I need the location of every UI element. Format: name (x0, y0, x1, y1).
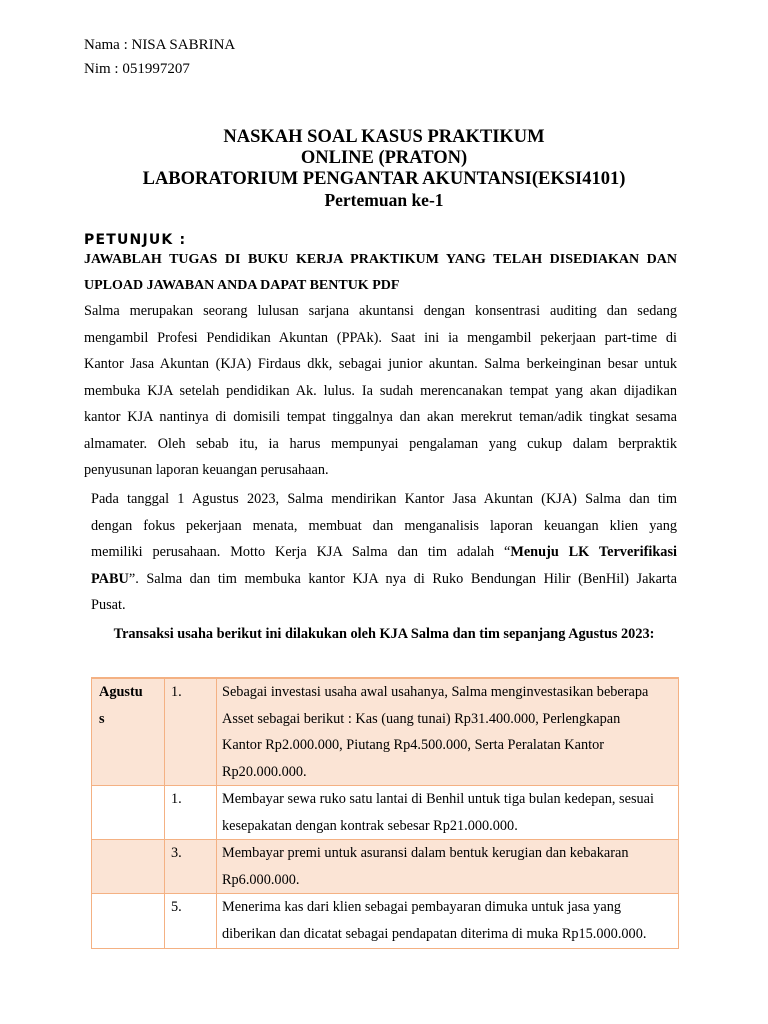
month-cell (92, 678, 165, 786)
paragraph-line: Pusat. (91, 597, 126, 613)
description-line: Menerima kas dari klien sebagai pembayaran dimuka untuk jasa yang (222, 899, 621, 915)
description-cell (217, 786, 679, 840)
title-line-2: ONLINE (PRATON) (300, 148, 468, 168)
title-line-3: LABORATORIUM PENGANTAR AKUNTANSI(EKSI4101) (142, 169, 626, 189)
table-row (92, 678, 679, 786)
student-nim: Nim : 051997207 (84, 61, 190, 77)
month-label-line-2: s (99, 711, 105, 727)
paragraph-line: membuka KJA setelah pendidikan Ak. lulus. Ia sudah merencanakan tempat yang akan dijadikan (84, 382, 677, 399)
table-row (92, 840, 679, 894)
motto-text-part-2: PABU (91, 570, 129, 587)
motto-text-part-1: Menuju LK Terverifikasi (510, 544, 677, 560)
transactions-table (91, 677, 679, 949)
petunjuk-label: PETUNJUK : (84, 232, 187, 248)
description-cell (217, 840, 679, 894)
description-cell (217, 894, 679, 949)
month-cell (92, 840, 165, 894)
table-row (92, 786, 679, 840)
paragraph-line: Pada tanggal 1 Agustus 2023, Salma mendirikan Kantor Jasa Akuntan (KJA) Salma dan tim (91, 491, 677, 507)
description-line: kesepakatan dengan kontrak sebesar Rp21.000.000. (222, 817, 518, 834)
title-line-1: NASKAH SOAL KASUS PRAKTIKUM (223, 127, 545, 147)
description-line: diberikan dan dicatat sebagai pendapatan diterima di muka Rp15.000.000. (222, 925, 647, 942)
description-line: Kantor Rp2.000.000, Piutang Rp4.500.000, Serta Peralatan Kantor (222, 737, 604, 753)
number-cell: 5. (165, 894, 217, 949)
paragraph-line: Kantor Jasa Akuntan (KJA) Firdaus dkk, sebagai junior akuntan. Salma berkeinginan besar untuk (84, 356, 677, 372)
paragraph-line: mengambil Profesi Pendidikan Akuntan (PPAk). Saat ini ia mengambil pekerjaan part-time di (84, 329, 677, 346)
paragraph-line: Salma merupakan seorang lulusan sarjana akuntansi dengan konsentrasi auditing dan sedang (84, 303, 677, 319)
number-cell: 3. (165, 840, 217, 894)
location-text: ”. Salma dan tim membuka kantor KJA nya di Ruko Bendungan Hilir (BenHil) Jakarta (128, 570, 677, 587)
motto-lead-text: memiliki perusahaan. Motto Kerja KJA Salma dan tim adalah “ (91, 544, 511, 560)
student-name: Nama : NISA SABRINA (84, 37, 236, 53)
paragraph-intro (84, 298, 677, 484)
description-line: Rp6.000.000. (222, 871, 300, 888)
paragraph-line: almamater. Oleh sebab itu, ia harus mempunyai pengalaman yang cukup dalam berpraktik (84, 435, 677, 452)
instruction-line-2: UPLOAD JAWABAN ANDA DAPAT BENTUK PDF (84, 278, 400, 293)
description-line: Membayar sewa ruko satu lantai di Benhil untuk tiga bulan kedepan, sesuai (222, 791, 654, 807)
description-line: Rp20.000.000. (222, 763, 307, 780)
paragraph-line: kantor KJA nantinya di domisili tempat tinggalnya dan akan merekrut teman/adik tingkat sesama (84, 409, 677, 425)
month-label-line-1: Agustu (99, 684, 143, 700)
paragraph-line: penyusunan laporan keuangan perusahaan. (84, 462, 329, 478)
description-line: Membayar premi untuk asuransi dalam bentuk kerugian dan kebakaran (222, 845, 629, 861)
number-cell: 1. (165, 678, 217, 786)
number-cell: 1. (165, 786, 217, 840)
month-cell (92, 786, 165, 840)
title-line-4: Pertemuan ke-1 (324, 190, 444, 210)
description-line: Sebagai investasi usaha awal usahanya, Salma menginvestasikan beberapa (222, 684, 649, 700)
paragraph-kja (91, 486, 677, 619)
paragraph-line-motto (91, 539, 677, 566)
table-row (92, 894, 679, 949)
month-cell (92, 894, 165, 949)
instruction-line-1: JAWABLAH TUGAS DI BUKU KERJA PRAKTIKUM YANG TELAH DISEDIAKAN DAN (84, 252, 677, 267)
paragraph-line-motto-end (91, 566, 677, 593)
paragraph-line: dengan fokus pekerjaan menata, membuat dan menganalisis laporan keuangan klien yang (91, 517, 677, 534)
description-cell (217, 678, 679, 786)
transactions-heading: Transaksi usaha berikut ini dilakukan oleh KJA Salma dan tim sepanjang Agustus 2023: (113, 626, 655, 642)
description-line: Asset sebagai berikut : Kas (uang tunai) Rp31.400.000, Perlengkapan (222, 710, 621, 727)
document-title (84, 127, 684, 211)
